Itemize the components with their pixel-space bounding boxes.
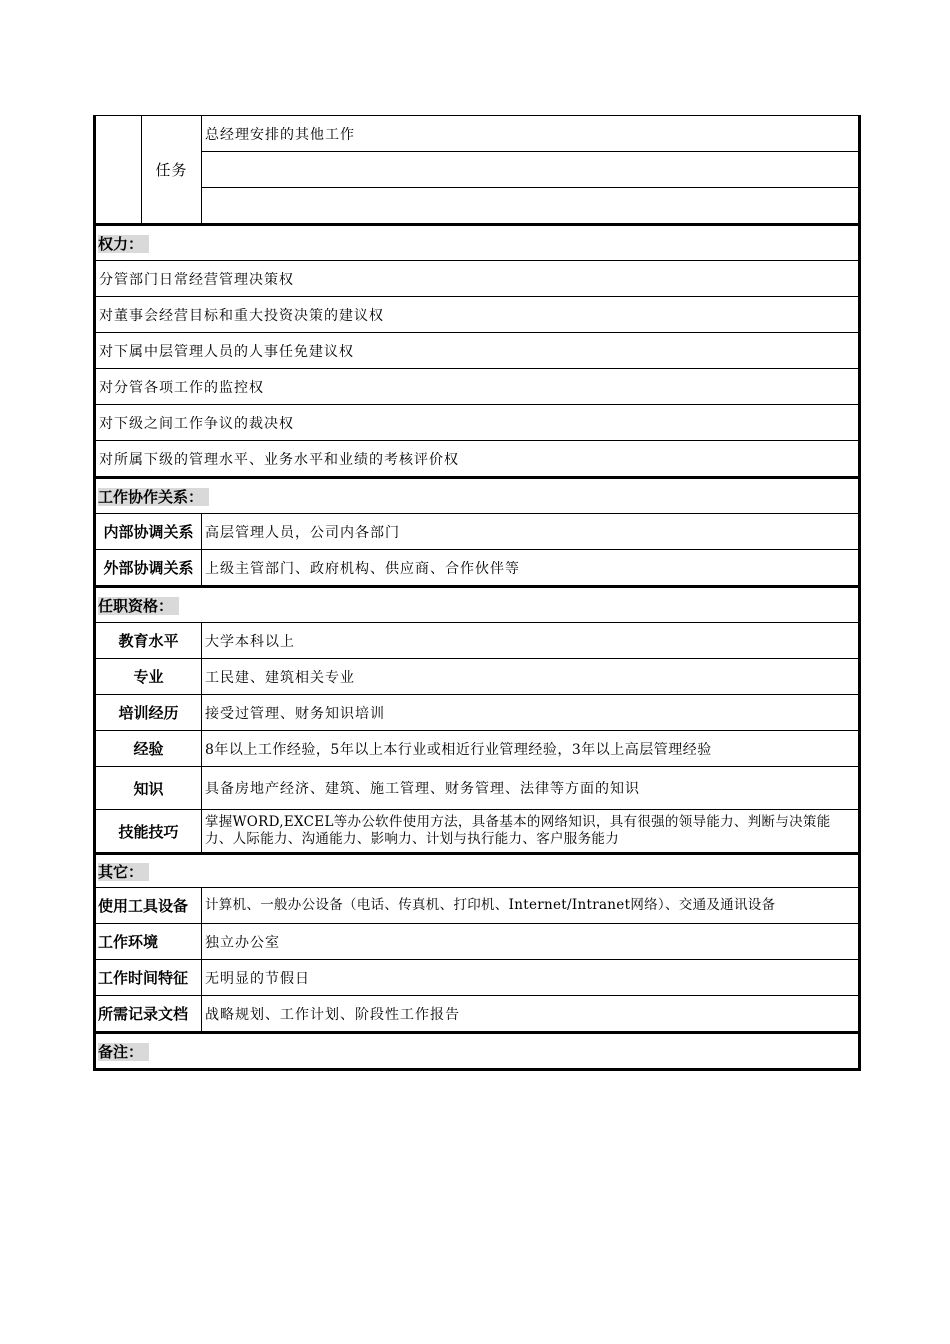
authority-item: 对分管各项工作的监控权 — [95, 369, 860, 405]
authority-section-header — [95, 225, 860, 261]
qualification-heading: 任职资格： — [98, 597, 179, 615]
cooperation-label: 内部协调关系 — [95, 514, 202, 550]
cooperation-label: 外部协调关系 — [95, 550, 202, 587]
cooperation-section-header — [95, 478, 860, 514]
qualification-label: 专业 — [95, 659, 202, 695]
authority-item: 对下属中层管理人员的人事任免建议权 — [95, 333, 860, 369]
authority-item: 对董事会经营目标和重大投资决策的建议权 — [95, 297, 860, 333]
cooperation-row — [95, 514, 860, 550]
other-heading: 其它： — [98, 863, 149, 881]
task-row — [95, 188, 860, 225]
remarks-heading: 备注： — [98, 1043, 149, 1061]
task-item — [202, 152, 860, 188]
authority-row — [95, 333, 860, 369]
other-label: 工作环境 — [95, 924, 202, 960]
qualification-label: 技能技巧 — [95, 810, 202, 854]
qualification-value: 大学本科以上 — [202, 623, 860, 659]
job-description-document — [93, 115, 858, 1071]
authority-row — [95, 261, 860, 297]
authority-row — [95, 441, 860, 478]
qualification-label: 经验 — [95, 731, 202, 767]
other-row — [95, 924, 860, 960]
qualification-label: 教育水平 — [95, 623, 202, 659]
cooperation-value: 高层管理人员，公司内各部门 — [202, 514, 860, 550]
authority-row — [95, 369, 860, 405]
other-label: 使用工具设备 — [95, 888, 202, 924]
task-label: 任务 — [142, 116, 202, 225]
cooperation-value: 上级主管部门、政府机构、供应商、合作伙伴等 — [202, 550, 860, 587]
other-value: 计算机、一般办公设备（电话、传真机、打印机、Internet/Intranet网络）、交通及通讯设备 — [202, 888, 860, 924]
qualification-row — [95, 731, 860, 767]
job-description-table — [93, 115, 861, 1071]
qualification-row — [95, 767, 860, 810]
authority-heading: 权力： — [98, 235, 149, 253]
qualification-row — [95, 659, 860, 695]
authority-item: 分管部门日常经营管理决策权 — [95, 261, 860, 297]
qualification-label: 知识 — [95, 767, 202, 810]
task-row — [95, 152, 860, 188]
qualification-value: 掌握WORD,EXCEL等办公软件使用方法，具备基本的网络知识，具有很强的领导能力、判断与决策能力、人际能力、沟通能力、影响力、计划与执行能力、客户服务能力 — [202, 810, 860, 854]
other-row — [95, 960, 860, 996]
qualification-value: 接受过管理、财务知识培训 — [202, 695, 860, 731]
other-row — [95, 888, 860, 924]
other-section-header — [95, 854, 860, 888]
qualification-row — [95, 623, 860, 659]
task-row — [95, 116, 860, 152]
other-value: 战略规划、工作计划、阶段性工作报告 — [202, 996, 860, 1033]
task-item — [202, 188, 860, 225]
other-row — [95, 996, 860, 1033]
cooperation-row — [95, 550, 860, 587]
authority-row — [95, 297, 860, 333]
other-value: 独立办公室 — [202, 924, 860, 960]
authority-row — [95, 405, 860, 441]
task-item: 总经理安排的其他工作 — [202, 116, 860, 152]
other-label: 所需记录文档 — [95, 996, 202, 1033]
qualification-row — [95, 695, 860, 731]
other-value: 无明显的节假日 — [202, 960, 860, 996]
authority-item: 对所属下级的管理水平、业务水平和业绩的考核评价权 — [95, 441, 860, 478]
other-label: 工作时间特征 — [95, 960, 202, 996]
remarks-section-header — [95, 1033, 860, 1070]
authority-item: 对下级之间工作争议的裁决权 — [95, 405, 860, 441]
qualification-value: 工民建、建筑相关专业 — [202, 659, 860, 695]
qualification-value: 具备房地产经济、建筑、施工管理、财务管理、法律等方面的知识 — [202, 767, 860, 810]
qualification-label: 培训经历 — [95, 695, 202, 731]
task-blank-cell — [95, 116, 142, 225]
qualification-section-header — [95, 587, 860, 623]
qualification-row — [95, 810, 860, 854]
cooperation-heading: 工作协作关系： — [98, 488, 209, 506]
qualification-value: 8年以上工作经验，5年以上本行业或相近行业管理经验，3年以上高层管理经验 — [202, 731, 860, 767]
